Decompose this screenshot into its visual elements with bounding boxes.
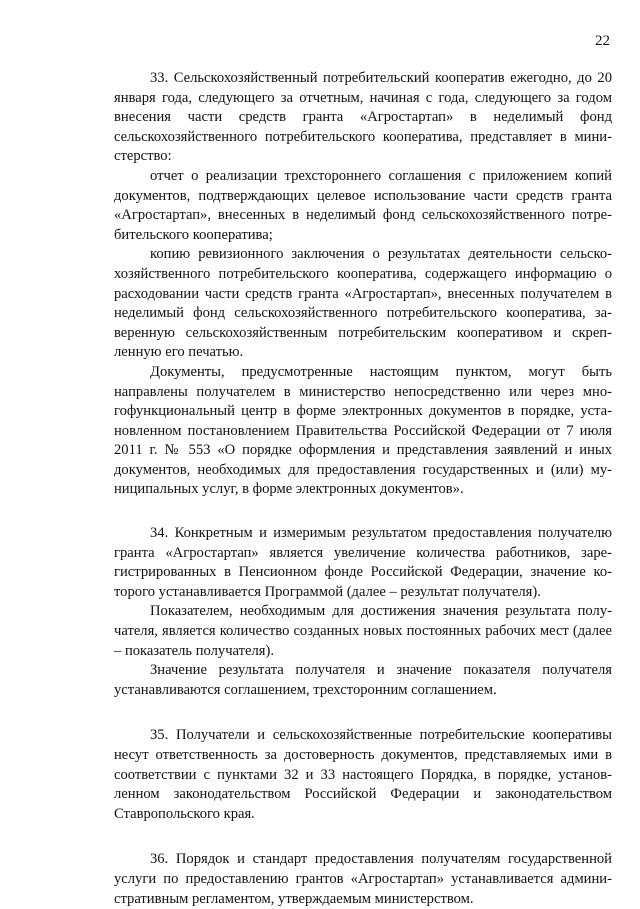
paragraph-35: 35. Получатели и сельскохозяйственные потребительские кооперативы несут ответственность за достоверность документов, представляемых ими в соответствии с пунктами 32 и 33 настоящего Порядка, в порядке, установленном законодательством Российской Федерации и законодательством Ставропольского края. [114,727,612,822]
document-body [114,69,612,909]
paragraph-33-documents: Документы, предусмотренные настоящим пунктом, могут быть направлены получателем в министерство непосредственно или через многофункциональный центр в форме электронных документов в порядке, установленном постановлением Правительства Российской Федерации от 7 июля 2011 г. № 553 «О порядке оформления и представления заявлений и иных документов, необходимых для предоставления государственных и (или) муниципальных услуг, в форме электронных документов». [114,363,612,498]
page-number: 22 [595,33,610,49]
paragraph-34-values: Значение результата получателя и значение показателя получателя устанавливаются соглашением, трехсторонним соглашением. [114,662,612,698]
paragraph-33-audit-item: копию ревизионного заключения о результатах деятельности сельскохозяйственного потребительского кооператива, содержащего информацию о расходовании части средств гранта «Агростартап», внесенных получателем в неделимый фонд сельскохозяйственного потребительского кооператива, заверенную сельскохозяйственным потребительским кооперативом и скрепленную его печатью. [114,246,612,361]
paragraph-36: 36. Порядок и стандарт предоставления получателям государственной услуги по предоставлению грантов «Агростартап» устанавливается административным регламентом, утверждаемым министерством. [114,851,612,907]
paragraph-34: 34. Конкретным и измеримым результатом предоставления получателю гранта «Агростартап» является увеличение количества работников, зарегистрированных в Пенсионном фонде Российской Федерации, значение которого устанавливается Программой (далее – результат получателя). [114,525,612,600]
paragraph-33: 33. Сельскохозяйственный потребительский кооператив ежегодно, до 20 января года, следующего за отчетным, начиная с года, следующего за годом внесения части средств гранта «Агростартап» в неделимый фонд сельскохозяйственного потребительского кооператива, представляет в министерство: [114,70,612,165]
paragraph-33-report-item: отчет о реализации трехстороннего соглашения с приложением копий документов, подтверждающих целевое использование части средств гранта «Агростартап», внесенных в неделимый фонд сельскохозяйственного потребительского кооператива; [114,167,612,243]
paragraph-34-indicator: Показателем, необходимым для достижения значения результата получателя, является количество созданных новых постоянных рабочих мест (далее – показатель получателя). [114,603,612,659]
